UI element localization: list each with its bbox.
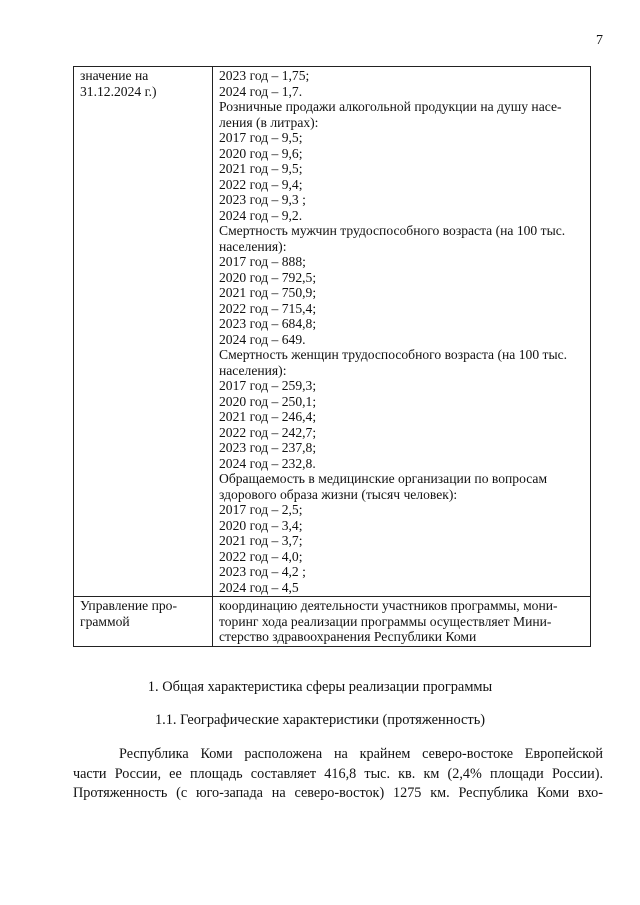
value-line: стерство здравоохранения Республики Коми — [219, 629, 477, 644]
value-line: населения): — [219, 238, 287, 254]
paragraph-line: Республика Коми расположена на крайнем северо-востоке Европейской — [119, 746, 603, 762]
table-row — [74, 67, 591, 597]
value-line: 2020 год – 792,5; — [219, 269, 317, 285]
paragraph-line: Протяженность (с юго-запада на северо-восток) 1275 км. Республика Коми вхо- — [73, 785, 603, 801]
program-passport-table — [73, 66, 591, 647]
value-line: 2022 год – 715,4; — [219, 300, 317, 316]
value-line: Розничные продажи алкогольной продукции на душу насе- — [219, 99, 562, 114]
value-line: 2020 год – 250,1; — [219, 393, 317, 409]
value-line: 2021 год – 246,4; — [219, 409, 317, 424]
row-value-cell — [213, 597, 591, 647]
value-line: 2024 год – 649. — [219, 331, 306, 347]
value-line: 2023 год – 4,2 ; — [219, 564, 306, 579]
value-line: координацию деятельности участников программы, мони- — [219, 598, 558, 613]
value-line: 2024 год – 232,8. — [219, 455, 316, 471]
value-line: 2023 год – 1,75; — [219, 68, 310, 83]
value-line: 2024 год – 4,5 — [219, 579, 299, 595]
value-line: 2021 год – 750,9; — [219, 285, 317, 300]
value-line: Смертность женщин трудоспособного возраста (на 100 тыс. — [219, 347, 568, 362]
value-line: Смертность мужчин трудоспособного возраста (на 100 тыс. — [219, 223, 566, 238]
value-line: 2020 год – 3,4; — [219, 517, 303, 533]
value-line: населения): — [219, 362, 287, 378]
value-line: 2023 год – 9,3 ; — [219, 192, 306, 207]
value-line: 2017 год – 259,3; — [219, 378, 317, 393]
value-line: 2017 год – 9,5; — [219, 130, 303, 145]
table-row — [74, 597, 591, 647]
value-line: 2021 год – 9,5; — [219, 161, 303, 176]
label-line: граммой — [80, 613, 130, 629]
value-line: торинг хода реализации программы осуществляет Мини- — [219, 613, 552, 629]
value-line: 2024 год – 9,2. — [219, 207, 303, 223]
paragraph-line: части России, ее площадь составляет 416,8 тыс. кв. км (2,4% площади России). — [73, 765, 603, 782]
value-line: 2022 год – 4,0; — [219, 548, 303, 564]
section-heading: 1. Общая характеристика сферы реализации программы — [147, 679, 493, 695]
page-number: 7 — [596, 33, 603, 48]
label-line: 31.12.2024 г.) — [80, 83, 157, 99]
value-line: 2022 год – 9,4; — [219, 176, 303, 192]
label-line: Управление про- — [80, 598, 177, 613]
value-line: 2022 год – 242,7; — [219, 424, 317, 440]
row-label-cell — [74, 67, 213, 597]
value-line: 2017 год – 2,5; — [219, 502, 303, 517]
value-line: здорового образа жизни (тысяч человек): — [219, 486, 458, 502]
value-line: 2017 год – 888; — [219, 254, 306, 269]
value-line: 2020 год – 9,6; — [219, 145, 303, 161]
value-line: 2023 год – 684,8; — [219, 316, 317, 331]
row-value-cell — [213, 67, 591, 597]
value-line: ления (в литрах): — [219, 114, 319, 130]
body-paragraph — [73, 745, 603, 804]
value-line: 2021 год – 3,7; — [219, 533, 303, 548]
label-line: значение на — [80, 68, 149, 83]
value-line: Обращаемость в медицинские организации по вопросам — [219, 471, 548, 486]
row-label-cell — [74, 597, 213, 647]
value-line: 2024 год – 1,7. — [219, 83, 303, 99]
value-line: 2023 год – 237,8; — [219, 440, 317, 455]
subsection-heading: 1.1. Географические характеристики (протяженность) — [154, 712, 486, 728]
